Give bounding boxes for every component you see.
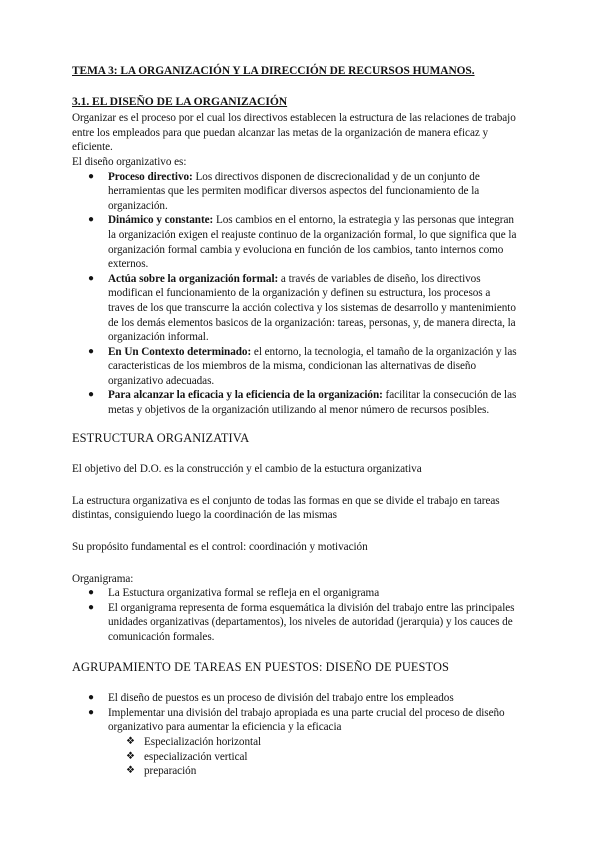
sub-list-item-text: especialización vertical xyxy=(144,750,248,763)
list-item-text: Implementar una división del trabajo apropiada es una parte crucial del proceso de diseño organizativo para aumentar la eficiencia y la eficacia xyxy=(108,706,505,734)
list-item-term: Proceso directivo: xyxy=(108,170,193,183)
section-lead-text: El diseño organizativo es: xyxy=(72,155,187,168)
list-item-text: Los directivos disponen de discrecionalidad y de un conjunto de herramientas que les permiten modificar diversos aspectos del funcionamiento de la organización. xyxy=(108,170,480,212)
list-item xyxy=(88,388,518,417)
estructura-heading: ESTRUCTURA ORGANIZATIVA xyxy=(72,430,250,445)
list-item xyxy=(88,272,518,345)
sub-list-item-text: Especialización horizontal xyxy=(144,735,262,748)
diamond-bullet-icon: ❖ xyxy=(126,765,135,777)
diamond-bullet-icon: ❖ xyxy=(126,735,135,747)
list-item xyxy=(88,706,518,735)
agrupamiento-list xyxy=(72,691,518,735)
sub-list-item-text: preparación xyxy=(144,765,197,778)
list-item xyxy=(88,213,518,271)
diamond-bullet-icon: ❖ xyxy=(126,750,135,762)
sub-list-item xyxy=(126,764,518,779)
list-item xyxy=(88,691,518,706)
list-item xyxy=(88,170,518,214)
bullet-icon: ● xyxy=(88,170,94,182)
list-item-text: El organigrama representa de forma esquemática la división del trabajo entre las principales unidades organizativas (departamentos), los niveles de autoridad (jerarquia) y los cauces de comunicación formales. xyxy=(108,601,515,643)
list-item-term: En Un Contexto determinado: xyxy=(108,345,252,358)
diseno-characteristics-list xyxy=(72,170,518,418)
list-item-text: El diseño de puestos es un proceso de división del trabajo entre los empleados xyxy=(108,692,454,705)
bullet-icon: ● xyxy=(88,389,94,401)
bullet-icon: ● xyxy=(88,692,94,704)
sub-list-item xyxy=(126,735,518,750)
organigrama-list xyxy=(72,586,518,644)
bullet-icon: ● xyxy=(88,272,94,284)
bullet-icon: ● xyxy=(88,214,94,226)
agrupamiento-sublist xyxy=(72,735,518,779)
list-item-term: Para alcanzar la eficacia y la eficiencia de la organización: xyxy=(108,389,383,402)
agrupamiento-heading: AGRUPAMIENTO DE TAREAS EN PUESTOS: DISEÑO DE PUESTOS xyxy=(72,659,450,674)
list-item-text: el entorno, la tecnologia, el tamaño de la organización y las caracteristicas de los miembros de la misma, condicionan las alternativas de diseño organizativo adecuadas. xyxy=(108,345,517,387)
bullet-icon: ● xyxy=(88,706,94,718)
bullet-icon: ● xyxy=(88,345,94,357)
list-item xyxy=(88,586,518,601)
list-item-text: La Estuctura organizativa formal se refleja en el organigrama xyxy=(108,587,380,600)
section-intro-paragraph: Organizar es el proceso por el cual los directivos establecen la estructura de las relaciones de trabajo entre los empleados para que puedan alcanzar las metas de la organización de manera eficaz y eficiente. xyxy=(72,112,516,154)
list-item-text: facilitar la consecución de las metas y objetivos de la organización utilizando al menor número de recursos posibles. xyxy=(108,389,517,417)
document-title: TEMA 3: LA ORGANIZACIÓN Y LA DIRECCIÓN DE RECURSOS HUMANOS. xyxy=(72,65,475,77)
list-item-text: Los cambios en el entorno, la estrategia y las personas que integran la organización exigen el reajuste continuo de la organización formal, lo que significa que la organización formal cambia y evoluciona en función de los cambios, tanto internos como externos. xyxy=(108,214,517,271)
estructura-paragraph-objetivo: El objetivo del D.O. es la construcción y el cambio de la estuctura organizativa xyxy=(72,463,422,476)
list-item-term: Actúa sobre la organización formal: xyxy=(108,272,279,285)
list-item-term: Dinámico y constante: xyxy=(108,214,214,227)
organigrama-label: Organigrama: xyxy=(72,572,134,585)
list-item xyxy=(88,345,518,389)
sub-list-item xyxy=(126,750,518,765)
list-item-text: a través de variables de diseño, los directivos modifican el funcionamiento de la organización y definen su estructura, los procesos a traves de los que transcurre la acción colectiva y los sistemas de desarrollo y mantenimiento de los demás elementos basicos de la organización: tareas, personas, y, de manera directa, la organización informal. xyxy=(108,272,516,344)
estructura-paragraph-proposito: Su propósito fundamental es el control: coordinación y motivación xyxy=(72,541,368,554)
estructura-paragraph-definicion: La estructura organizativa es el conjunto de todas las formas en que se divide el trabajo en tareas distintas, consiguiendo luego la coordinación de las mismas xyxy=(72,494,500,522)
bullet-icon: ● xyxy=(88,601,94,613)
list-item xyxy=(88,601,518,645)
bullet-icon: ● xyxy=(88,587,94,599)
section-title-diseno: 3.1. EL DISEÑO DE LA ORGANIZACIÓN xyxy=(72,94,288,108)
